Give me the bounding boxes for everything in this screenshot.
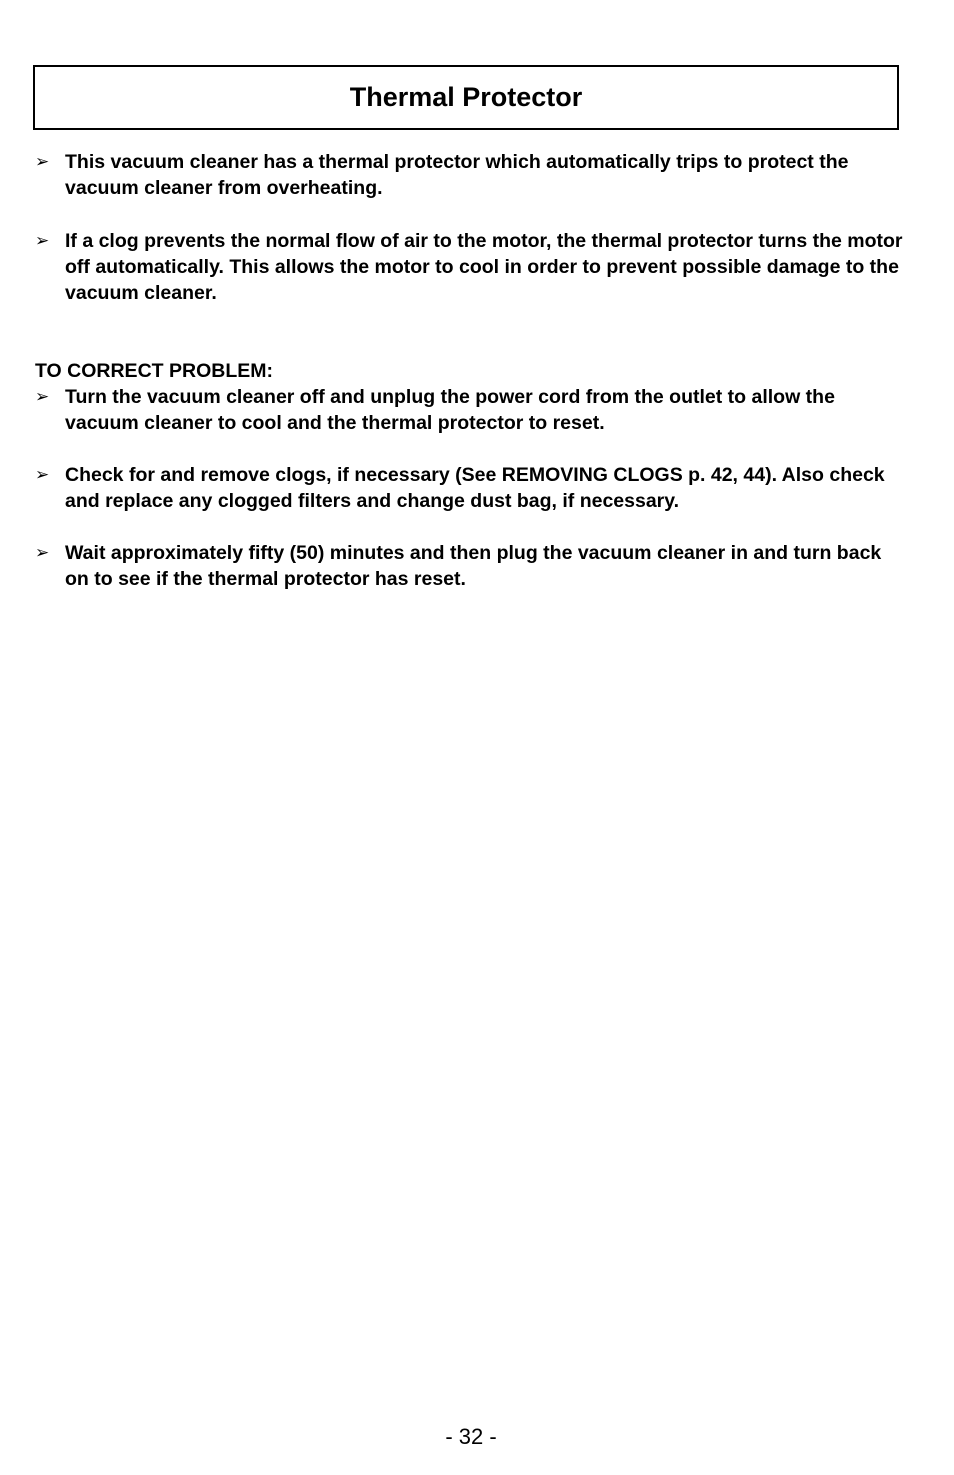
arrow-bullet-icon: ➢ (35, 465, 50, 485)
intro-bullet-2 (35, 228, 905, 306)
bullet-text: Turn the vacuum cleaner off and unplug the power cord from the outlet to allow the vacuum cleaner to cool and the thermal protector to reset. (65, 386, 835, 434)
correct-bullet-3 (35, 540, 905, 592)
arrow-bullet-icon: ➢ (35, 543, 50, 563)
arrow-bullet-icon: ➢ (35, 231, 50, 251)
bullet-text: Check for and remove clogs, if necessary (See REMOVING CLOGS p. 42, 44). Also check and replace any clogged filters and change dust bag, if necessary. (65, 464, 885, 512)
correct-bullet-1 (35, 384, 905, 436)
intro-bullet-1 (35, 149, 905, 201)
title-box (33, 65, 899, 130)
section-heading: TO CORRECT PROBLEM: (35, 360, 273, 382)
arrow-bullet-icon: ➢ (35, 152, 50, 172)
arrow-bullet-icon: ➢ (35, 387, 50, 407)
bullet-text: If a clog prevents the normal flow of air to the motor, the thermal protector turns the motor off automatically. This allows the motor to cool in order to prevent possible damage to the vacuum cleaner. (65, 230, 903, 304)
bullet-text: This vacuum cleaner has a thermal protector which automatically trips to protect the vacuum cleaner from overheating. (65, 151, 849, 199)
correct-bullet-2 (35, 462, 905, 514)
page-title: Thermal Protector (349, 82, 583, 112)
page-number: - 32 - (445, 1424, 497, 1449)
bullet-text: Wait approximately fifty (50) minutes and then plug the vacuum cleaner in and turn back on to see if the thermal protector has reset. (65, 542, 882, 590)
